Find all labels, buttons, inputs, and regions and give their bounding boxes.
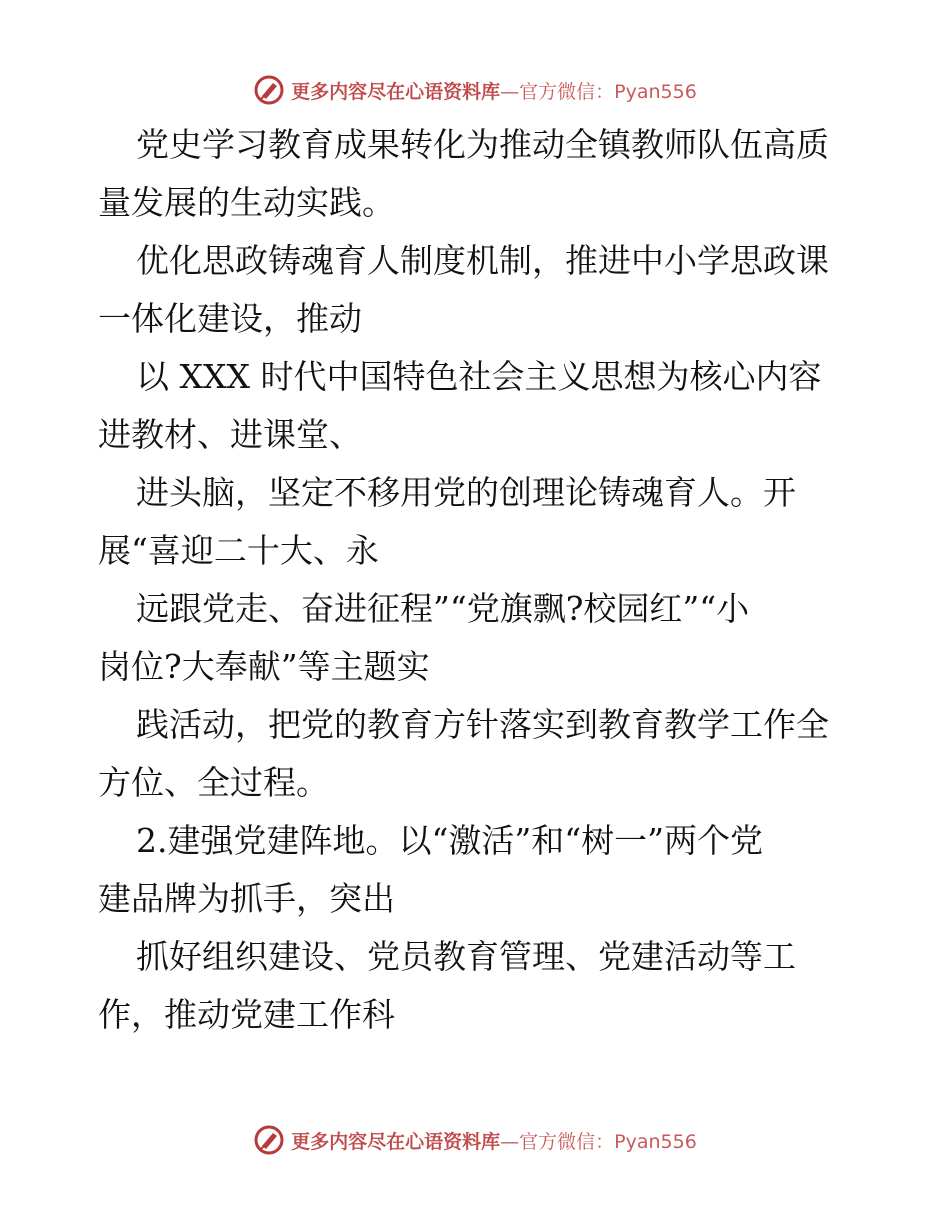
paragraph-line: 建品牌为抓手，突出 [98, 879, 395, 918]
paragraph-6 [98, 696, 858, 812]
footer-banner-main: 更多内容尽在心语资料库 [291, 1130, 501, 1153]
paragraph-4 [98, 464, 858, 580]
paragraph-3 [98, 348, 858, 464]
paragraph-line: 远跟党走、奋进征程”“党旗飘?校园红”“小 [136, 589, 750, 628]
paragraph-8 [98, 928, 858, 1044]
paragraph-line: 优化思政铸魂育人制度机制，推进中小学思政课 [136, 241, 829, 280]
paragraph-1 [98, 116, 858, 232]
footer-banner-wechat: 官方微信：Pyan556 [519, 1130, 697, 1153]
paragraph-line: 方位、全过程。 [98, 763, 329, 802]
paragraph-line: 进教材、进课堂、 [98, 415, 362, 454]
library-logo-icon [253, 1124, 285, 1156]
footer-banner-text [291, 1127, 697, 1154]
paragraph-line: 岗位?大奉献”等主题实 [98, 647, 430, 686]
header-banner-text [291, 77, 697, 104]
paragraph-line: 作，推动党建工作科 [98, 995, 395, 1034]
paragraph-line: 量发展的生动实践。 [98, 183, 395, 222]
header-banner [0, 70, 950, 110]
header-banner-main: 更多内容尽在心语资料库 [291, 80, 501, 103]
library-logo-icon [253, 74, 285, 106]
paragraph-line: 抓好组织建设、党员教育管理、党建活动等工 [136, 937, 796, 976]
paragraph-2 [98, 232, 858, 348]
document-body [98, 116, 858, 1044]
paragraph-line: 一体化建设，推动 [98, 299, 362, 338]
paragraph-line: 党史学习教育成果转化为推动全镇教师队伍高质 [136, 125, 829, 164]
paragraph-5 [98, 580, 858, 696]
footer-banner [0, 1120, 950, 1160]
header-banner-wechat: 官方微信：Pyan556 [519, 80, 697, 103]
header-banner-separator: — [500, 80, 520, 103]
paragraph-line: 践活动，把党的教育方针落实到教育教学工作全 [136, 705, 829, 744]
footer-banner-separator: — [500, 1130, 520, 1153]
paragraph-7 [98, 812, 858, 928]
paragraph-line: 以 XXX 时代中国特色社会主义思想为核心内容 [136, 357, 822, 396]
paragraph-line: 展“喜迎二十大、永 [98, 531, 379, 570]
paragraph-line: 2.建强党建阵地。以“激活”和“树一”两个党 [136, 821, 763, 860]
paragraph-line: 进头脑，坚定不移用党的创理论铸魂育人。开 [136, 473, 796, 512]
